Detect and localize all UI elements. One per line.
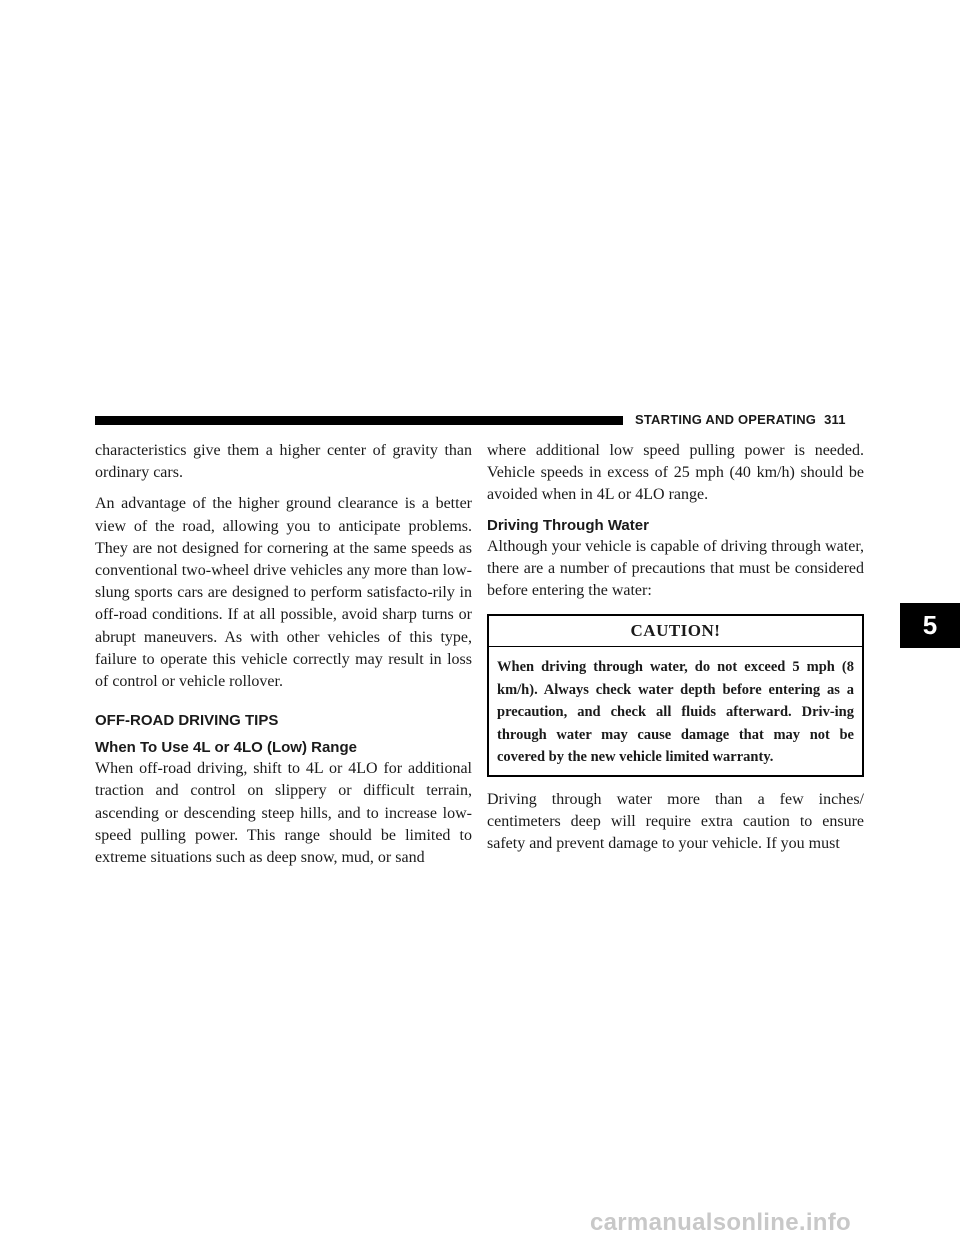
paragraph: Although your vehicle is capable of driving through water, there are a number of precautions that must be considered before entering the water: [487, 537, 864, 600]
subsection-heading: When To Use 4L or 4LO (Low) Range [95, 739, 357, 757]
subsection-heading: Driving Through Water [487, 516, 649, 534]
caution-body: When driving through water, do not exceed 5 mph (8 km/h). Always check water depth before entering as a precaution, and check all fluids afterward. Driv-ing through water may cause damage that may not be covered by the new vehicle limited warranty. [497, 659, 854, 766]
watermark: carmanualsonline.info [590, 1209, 852, 1236]
right-column [487, 440, 864, 865]
paragraph: where additional low speed pulling power is needed. Vehicle speeds in excess of 25 mph (40 km/h) should be avoided when in 4L or 4LO range. [487, 442, 864, 504]
caution-box [487, 614, 864, 777]
section-title: STARTING AND OPERATING [635, 412, 817, 427]
running-header [635, 412, 846, 427]
page-number: 311 [824, 412, 846, 427]
paragraph: characteristics give them a higher center of gravity than ordinary cars. [95, 442, 472, 482]
paragraph: Driving through water more than a few inches/ centimeters deep will require extra caution to ensure safety and prevent damage to your vehicle. If you must [487, 790, 864, 853]
section-heading: OFF-ROAD DRIVING TIPS [95, 712, 279, 730]
paragraph: An advantage of the higher ground clearance is a better view of the road, allowing you to anticipate problems. They are not designed for cornering at the same speeds as conventional two-wheel drive vehicles any more than low-slung sports cars are designed to perform satisfacto-rily in off-road conditions. If at all possible, avoid sharp turns or abrupt maneuvers. As with other vehicles of this type, failure to operate this vehicle correctly may result in loss of control or vehicle rollover. [95, 495, 472, 691]
left-column [95, 440, 472, 878]
caution-title: CAUTION! [489, 616, 862, 647]
paragraph: When off-road driving, shift to 4L or 4LO for additional traction and control on slippery or difficult terrain, ascending or descending steep hills, and to increase low-speed pulling power. This range should be limited to extreme situations such as deep snow, mud, or sand [95, 760, 472, 867]
chapter-tab: 5 [900, 603, 960, 648]
header-rule [95, 416, 623, 425]
